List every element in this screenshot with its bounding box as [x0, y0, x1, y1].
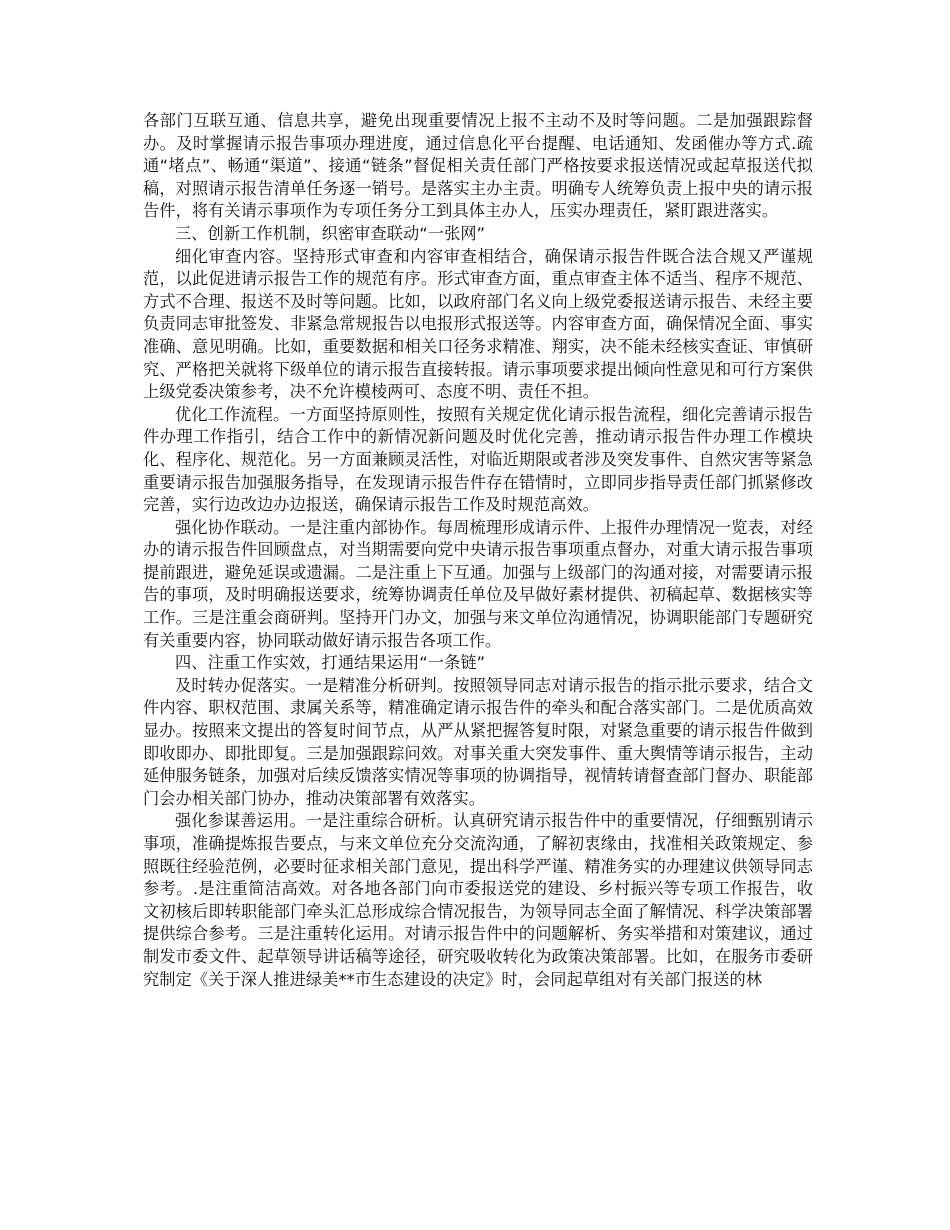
section-heading-3: 三、创新工作机制，织密审查联动“一张网”	[175, 223, 486, 243]
section-heading-4: 四、注重工作实效，打通结果运用“一条链”	[175, 653, 486, 673]
body-paragraph-4: 强化协作联动。一是注重内部协作。每周梳理形成请示件、上报件办理情况一览表，对经办的请示报告件回顾盘点，对当期需要向党中央请示报告事项重点督办，对重大请示报告事项提前跟进，避免延误或遗漏。二是注重上下互通。加强与上级部门的沟通对接，对需要请示报告的事项，及时明确报送要求，统筹协调责任单位及早做好素材提供、初稿起草、数据核实等工作。三是注重会商研判。坚持开门办文，加强与来文单位沟通情况，协调职能部门专题研究有关重要内容，协同联动做好请示报告各项工作。	[143, 517, 813, 650]
body-paragraph-3: 优化工作流程。一方面坚持原则性，按照有关规定优化请示报告流程，细化完善请示报告件办理工作指引，结合工作中的新情况新问题及时优化完善，推动请示报告件办理工作模块化、程序化、规范化。另一方面兼顾灵活性，对临近期限或者涉及突发事件、自然灾害等紧急重要请示报告加强服务指导，在发现请示报告件存在错情时，立即同步指导责任部门抓紧修改完善，实行边改边办边报送，确保请示报告工作及时规范高效。	[143, 404, 813, 515]
document-page	[143, 110, 813, 991]
body-paragraph-1: 各部门互联互通、信息共享，避免出现重要情况上报不主动不及时等问题。二是加强跟踪督办。及时掌握请示报告事项办理进度，通过信息化平台提醒、电话通知、发函催办等方式.疏通“堵点”、畅通“渠道”、接通“链条”督促相关责任部门严格按要求报送情况或起草报送代拟稿，对照请示报告清单任务逐一销号。是落实主办主责。明确专人统筹负责上报中央的请示报告件，将有关请示事项作为专项任务分工到具体主办人，压实办理责任，紧盯跟进落实。	[143, 111, 813, 221]
body-paragraph-5: 及时转办促落实。一是精准分析研判。按照领导同志对请示报告的指示批示要求，结合文件内容、职权范围、隶属关系等，精准确定请示报告件的牵头和配合落实部门。二是优质高效显办。按照来文提出的答复时间节点，从严从紧把握答复时限，对紧急重要的请示报告件做到即收即办、即批即复。三是加强跟踪问效。对事关重大突发事件、重大舆情等请示报告，主动延伸服务链条，加强对后续反馈落实情况等事项的协调指导，视情转请督查部门督办、职能部门会办相关部门协办，推动决策部署有效落实。	[143, 675, 813, 808]
body-paragraph-6: 强化参谋善运用。一是注重综合研析。认真研究请示报告件中的重要情况，仔细甄别请示事项，准确提炼报告要点，与来文单位充分交流沟通，了解初衷缘由，找准相关政策规定、参照既往经验范例，必要时征求相关部门意见，提出科学严谨、精准务实的办理建议供领导同志参考。.是注重简洁高效。对各地各部门向市委报送党的建设、乡村振兴等专项工作报告，收文初核后即转职能部门牵头汇总形成综合情况报告，为领导同志全面了解情况、科学决策部署提供综合参考。三是注重转化运用。对请示报告件中的问题解析、务实举措和对策建议，通过制发市委文件、起草领导讲话稿等途径，研究吸收转化为政策决策部署。比如，在服务市委研究制定《关于深人推进绿美**市生态建设的决定》时，会同起草组对有关部门报送的林	[143, 811, 813, 989]
body-paragraph-2: 细化审查内容。坚持形式审查和内容审查相结合，确保请示报告件既合法合规又严谨规范，以此促进请示报告工作的规范有序。形式审查方面，重点审查主体不适当、程序不规范、方式不合理、报送不及时等问题。比如，以政府部门名义向上级党委报送请示报告、未经主要负责同志审批签发、非紧急常规报告以电报形式报送等。内容审查方面，确保情况全面、事实准确、意见明确。比如，重要数据和相关口径务求精准、翔实，决不能未经核实查证、审慎研究、严格把关就将下级单位的请示报告直接转报。请示事项要求提出倾向性意见和可行方案供上级党委决策参考，决不允许模棱两可、态度不明、责任不担。	[143, 246, 813, 402]
